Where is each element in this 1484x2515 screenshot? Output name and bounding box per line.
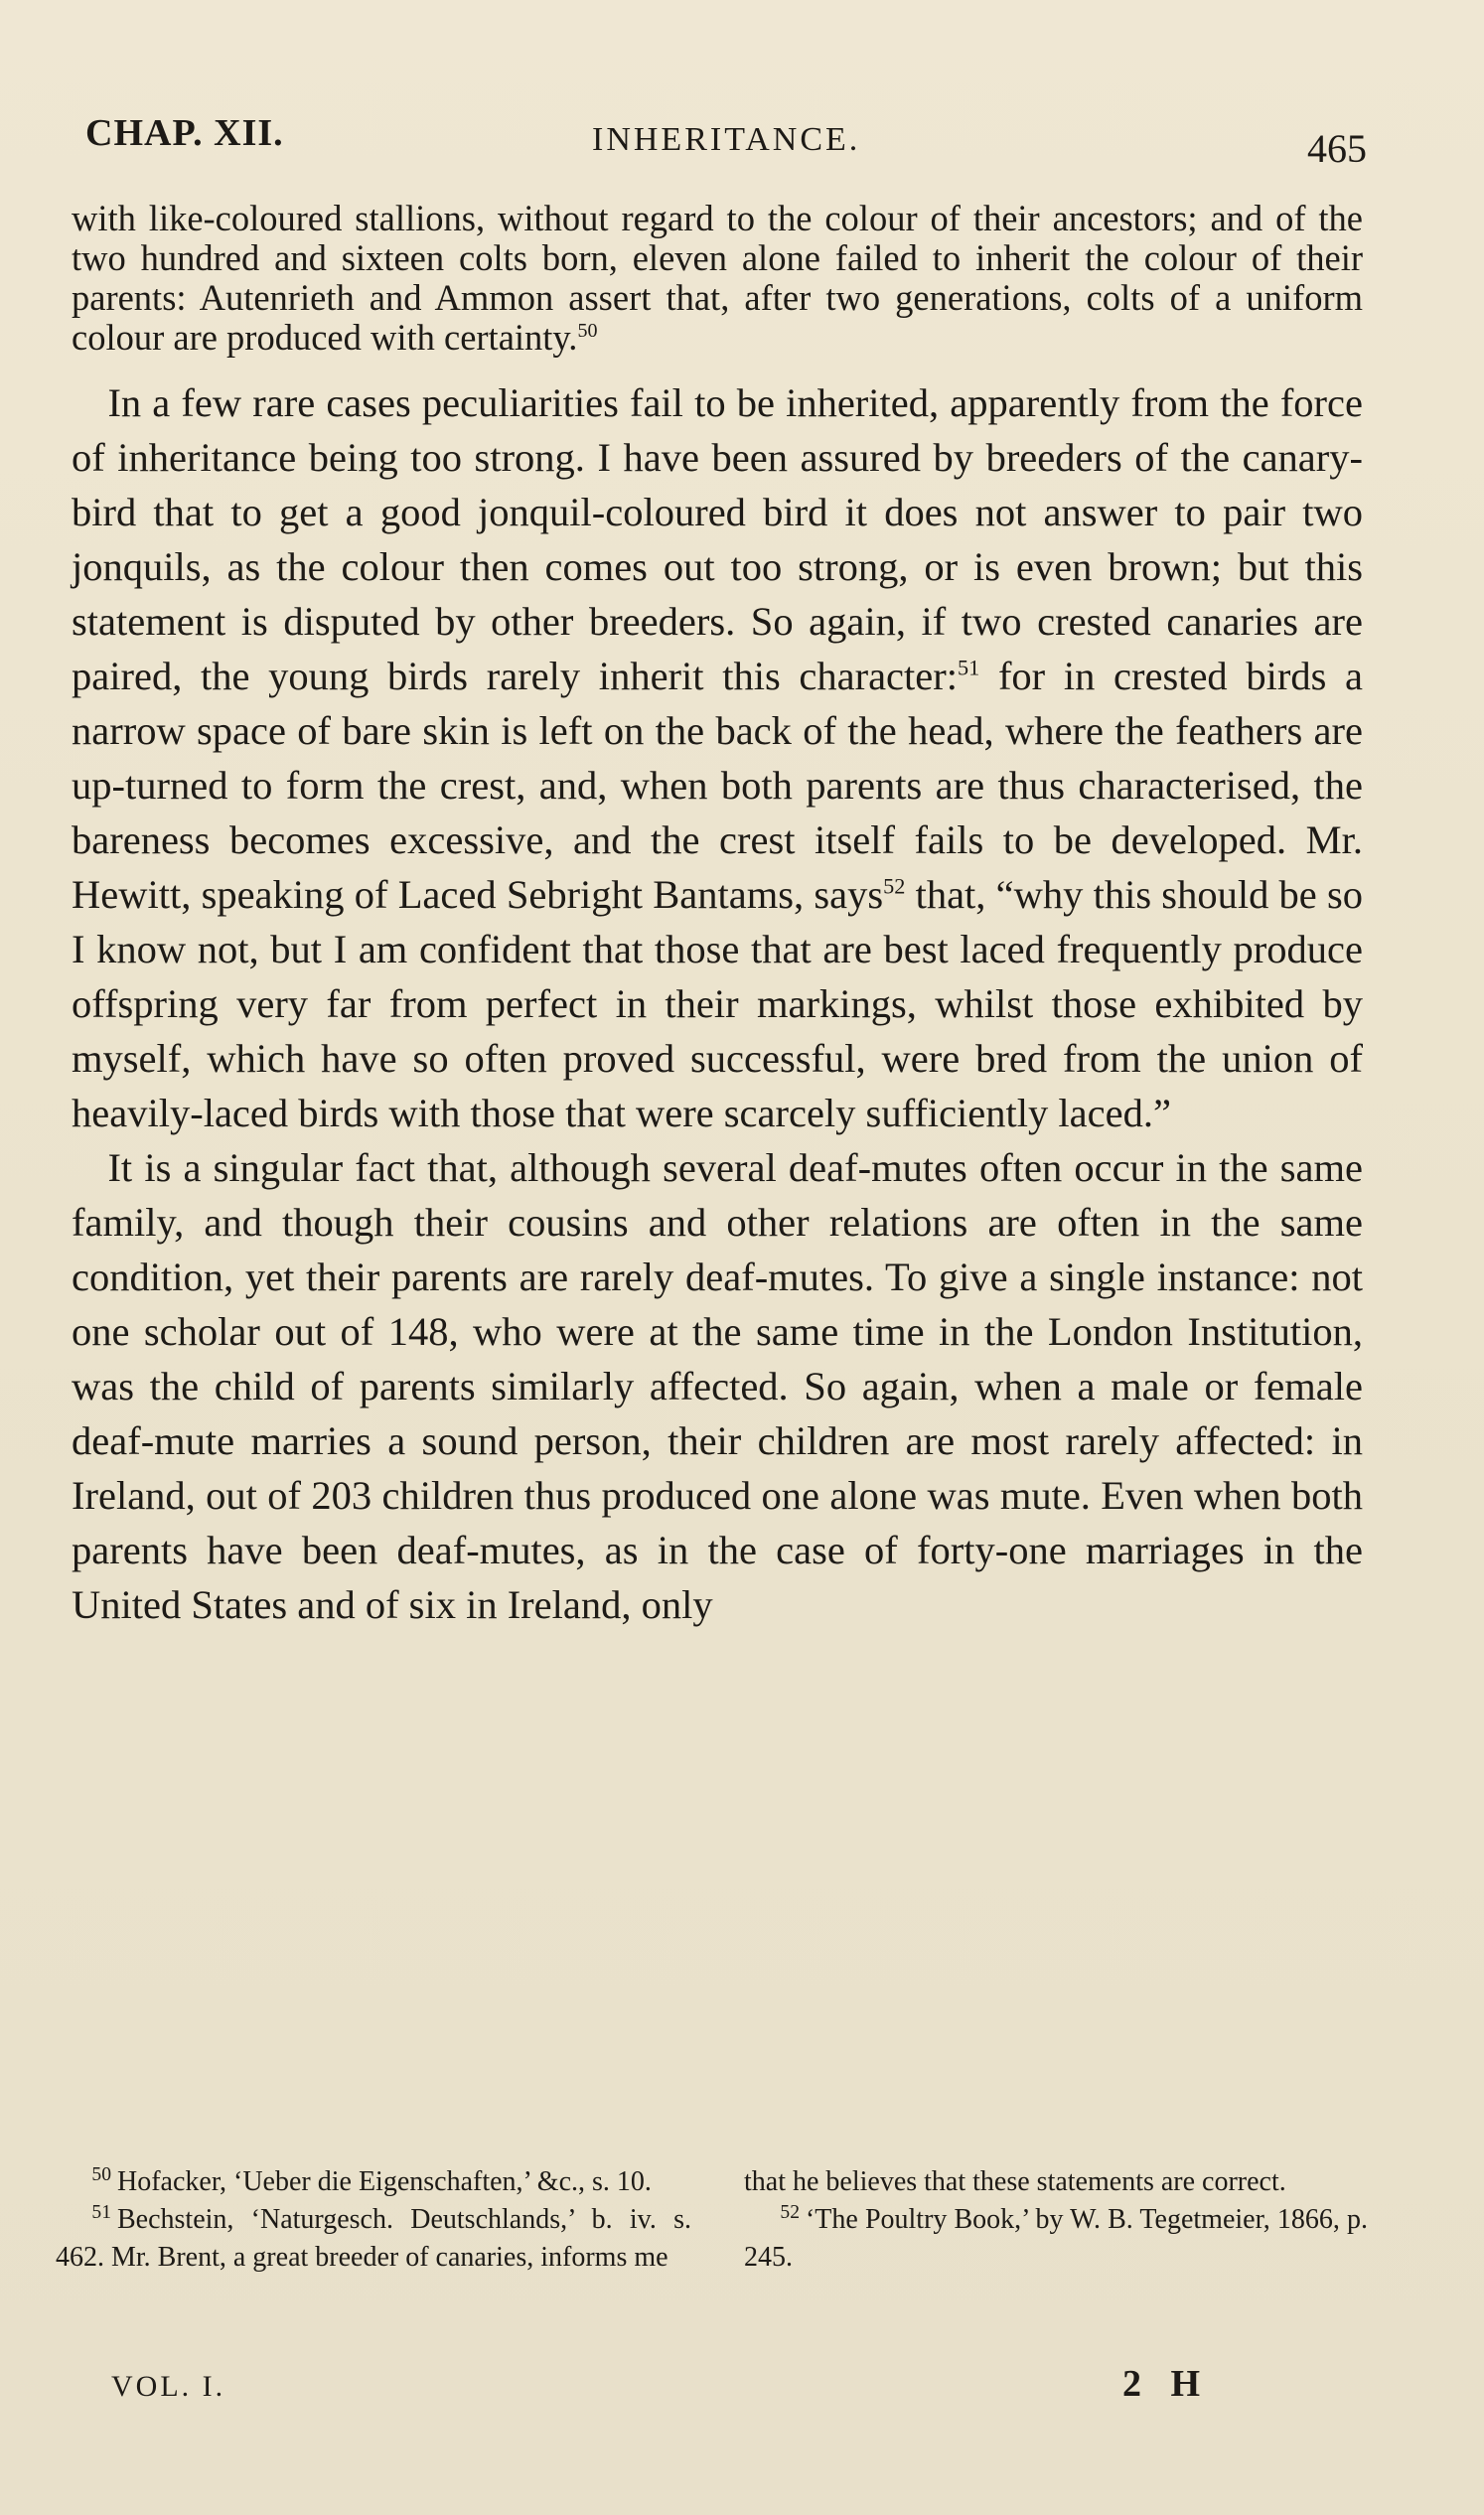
footnote-52 (744, 2201, 1368, 2277)
paragraph-text: In a few rare cases peculiarities fail to be inherited, apparently from the force of inheritance being too strong. I have been assured by breeders of the canary-bird that to get a good jonquil-coloured bird it does not answer to pair two jonquils, as the colour then comes out too strong, or is even brown; but this statement is disputed by other breeders. So again, if two crested canaries are paired, the young birds rarely inherit this character: (72, 380, 1363, 698)
paragraph-text: It is a singular fact that, although several deaf-mutes often occur in the same family, and though their cousins and other relations are often in the same condition, yet their parents are rarely deaf-mutes. To give a single instance: not one scholar out of 148, who were at the same time in the London Institution, was the child of parents similarly affected. So again, when a male or female deaf-mute marries a sound person, their children are most rarely affected: in Ireland, out of 203 children thus produced one alone was mute. Even when both parents have been deaf-mutes, as in the case of forty-one marriages in the United States and of six in Ireland, only (72, 1145, 1363, 1627)
paragraph-peculiarities (72, 375, 1363, 1140)
footnote-ref: 52 (883, 873, 906, 899)
page-footer (111, 2362, 1210, 2412)
footnote-number: 50 (91, 2163, 111, 2185)
footnote-50 (56, 2163, 691, 2201)
footnote-text: Bechstein, ‘Naturgesch. Deutschlands,’ b. iv. s. 462. Mr. Brent, a great breeder of canaries, informs me (56, 2204, 691, 2273)
footnote-text: that he believes that these statements are correct. (744, 2166, 1286, 2197)
footnote-number: 52 (780, 2201, 800, 2223)
footnote-51 (56, 2201, 691, 2277)
chapter-label: CHAP. XII. (85, 112, 284, 154)
volume-label: VOL. I. (111, 2370, 226, 2403)
footnote-ref: 50 (577, 319, 598, 342)
footnote-number: 51 (91, 2201, 111, 2223)
paragraph-text: with like-coloured stallions, without regard to the colour of their ancestors; and of the two hundred and sixteen colts born, eleven alone failed to inherit the colour of their parents: Autenrieth and Ammon assert that, after two generations, colts of a uniform colour are produced with certainty. (72, 198, 1363, 358)
footnote-text: Hofacker, ‘Ueber die Eigenschaften,’ &c., s. 10. (116, 2166, 652, 2197)
paragraph-deaf-mutes (72, 1140, 1363, 1632)
paragraph-text: for in crested birds a narrow space of bare skin is left on the back of the head, where the feathers are up-turned to form the crest, and, when both parents are thus characterised, the bareness becomes excessive, and the crest itself fails to be developed. Mr. Hewitt, speaking of Laced Sebright Bantams, says (72, 654, 1363, 917)
page-number: 465 (1307, 126, 1367, 171)
footnotes-right-column (744, 2163, 1368, 2277)
running-head (85, 111, 1367, 171)
footnotes-left-column (56, 2163, 691, 2277)
body-text (72, 199, 1363, 1632)
footnote-51-continued (744, 2163, 1368, 2201)
footnote-ref: 51 (958, 655, 980, 680)
running-title: INHERITANCE. (592, 121, 861, 158)
paragraph-text: that, “why this should be so I know not, but I am confident that those that are best laced frequently produce offspring very far from perfect in their markings, whilst those exhibited by myself, which have so often proved successful, were bred from the union of heavily-laced birds with those that were scarcely sufficiently laced.” (72, 872, 1363, 1135)
paragraph-continued (72, 199, 1363, 358)
footnote-text: ‘The Poultry Book,’ by W. B. Tegetmeier, 1866, p. 245. (744, 2204, 1368, 2273)
signature-mark: 2 H (1121, 2363, 1210, 2405)
